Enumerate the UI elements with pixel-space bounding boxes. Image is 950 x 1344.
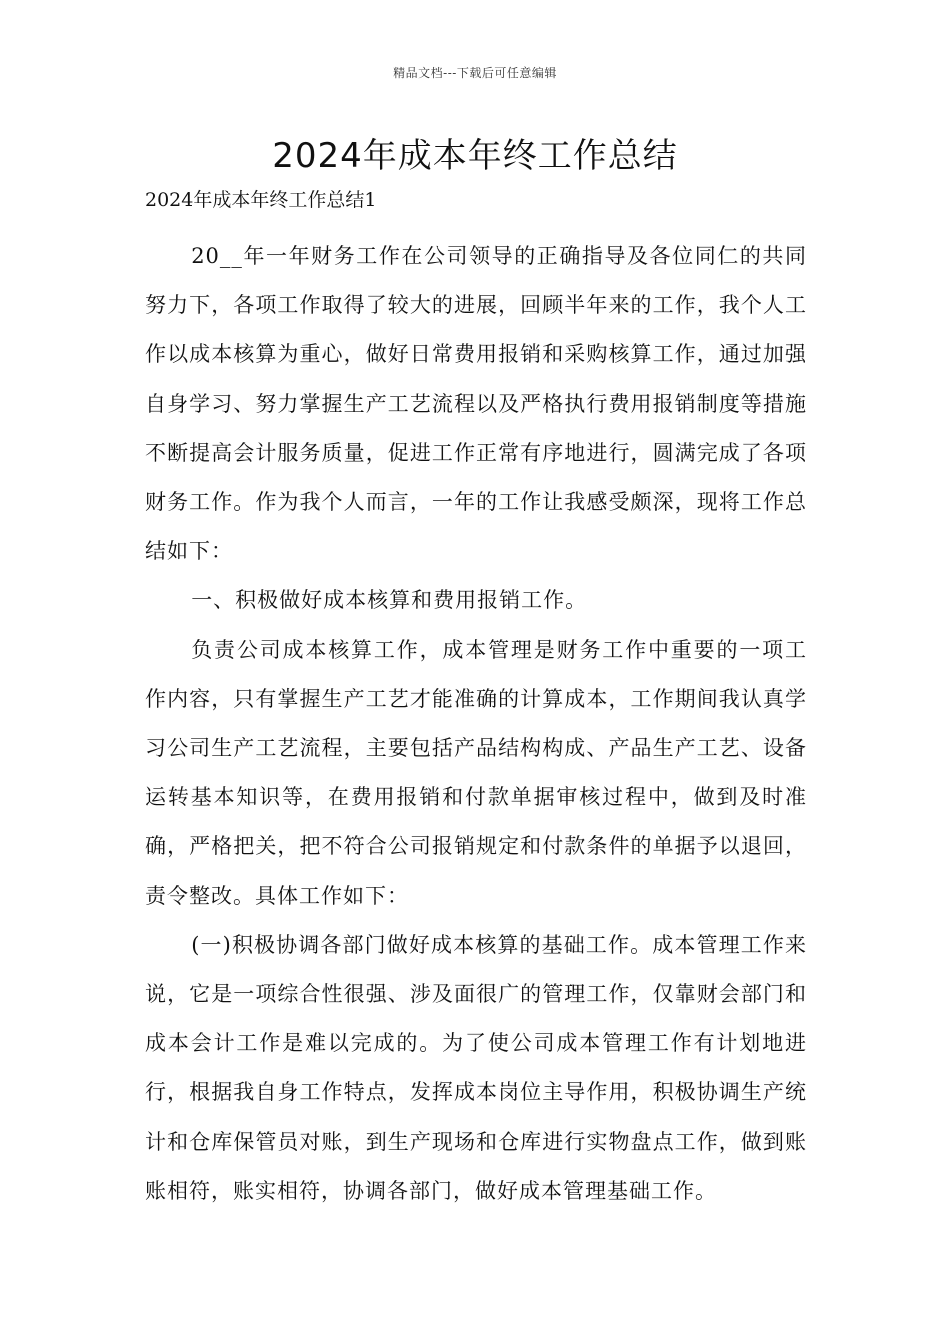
paragraph: (一)积极协调各部门做好成本核算的基础工作。成本管理工作来说，它是一项综合性很强、涉及面很广的管理工作，仅靠财会部门和成本会计工作是难以完成的。为了使公司成本管理工作有计划地进行，根据我自身工作特点，发挥成本岗位主导作用，积极协调生产统计和仓库保管员对账，到生产现场和仓库进行实物盘点工作，做到账账相符，账实相符，协调各部门，做好成本管理基础工作。 xyxy=(145,932,807,1203)
paragraph: 负责公司成本核算工作，成本管理是财务工作中重要的一项工作内容，只有掌握生产工艺才能准确的计算成本，工作期间我认真学习公司生产工艺流程，主要包括产品结构构成、产品生产工艺、设备运转基本知识等，在费用报销和付款单据审核过程中，做到及时准确，严格把关，把不符合公司报销规定和付款条件的单据予以退回，责令整改。具体工作如下： xyxy=(145,637,807,908)
header-note: 精品文档---下载后可任意编辑 xyxy=(393,66,557,80)
paragraph: 20__年一年财务工作在公司领导的正确指导及各位同仁的共同努力下，各项工作取得了较大的进展，回顾半年来的工作，我个人工作以成本核算为重心，做好日常费用报销和采购核算工作，通过加强自身学习、努力掌握生产工艺流程以及严格执行费用报销制度等措施不断提高会计服务质量，促进工作正常有序地进行，圆满完成了各项财务工作。作为我个人而言，一年的工作让我感受颇深，现将工作总结如下： xyxy=(145,244,807,564)
document-title: 2024年成本年终工作总结 xyxy=(272,136,678,176)
section-subtitle: 2024年成本年终工作总结1 xyxy=(145,189,377,211)
paragraph: 一、积极做好成本核算和费用报销工作。 xyxy=(191,588,588,613)
body-text xyxy=(145,232,807,1216)
